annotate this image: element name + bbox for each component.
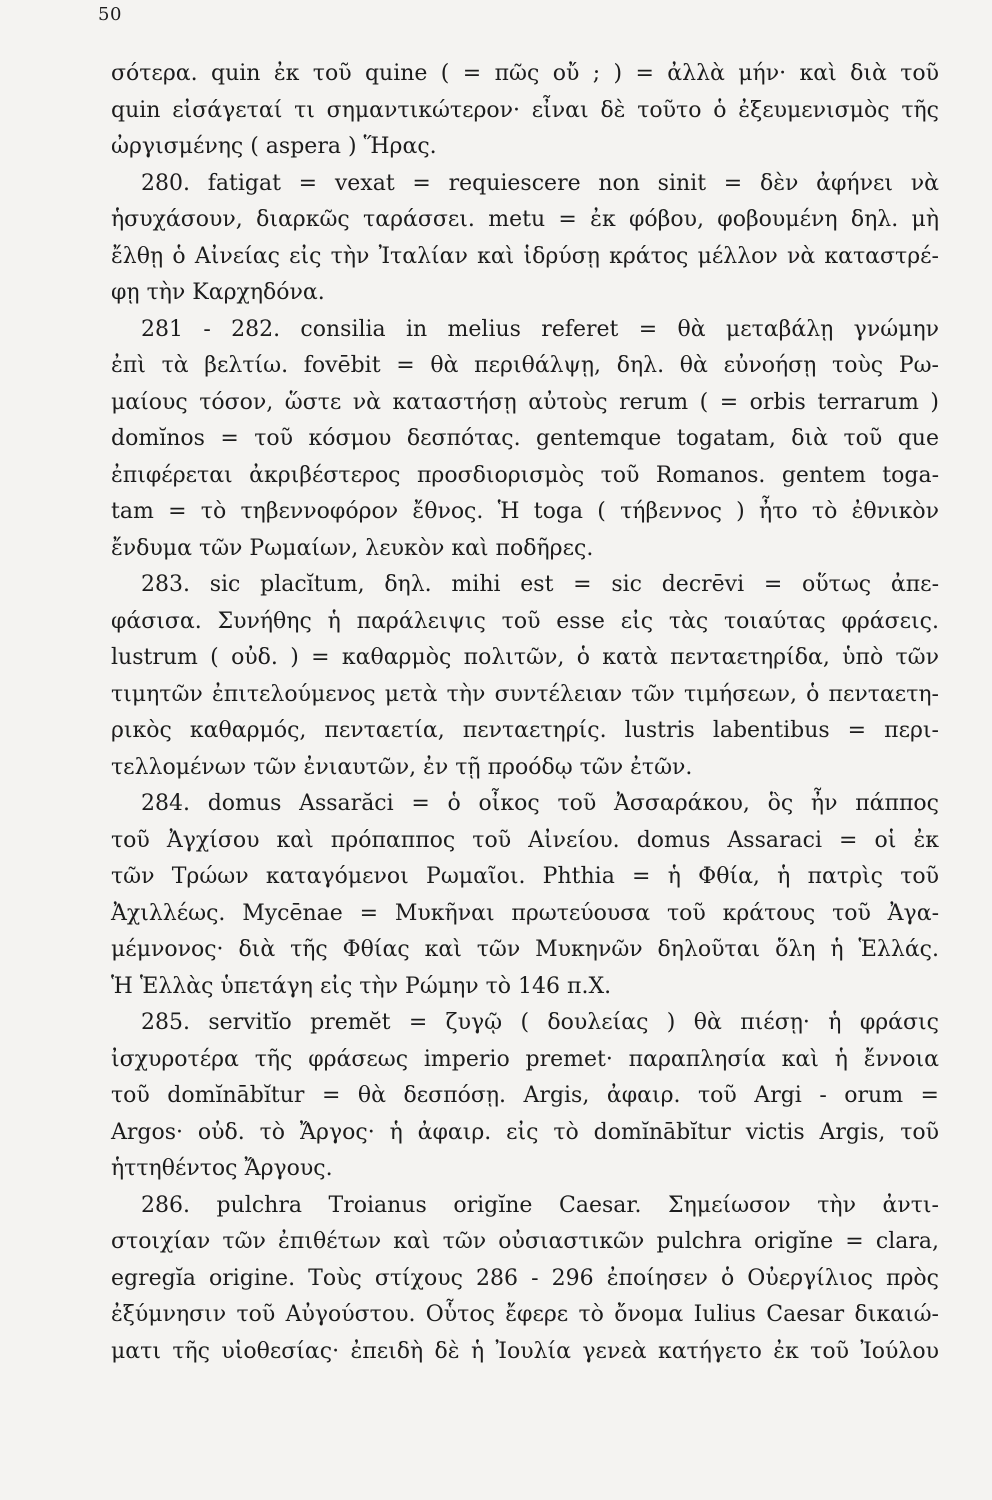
- text-line: τῶν Τρώων καταγόμενοι Ρωμαῖοι. Phthia = ἡ Φθία, ἡ πατρὶς τοῦ: [111, 864, 939, 889]
- text-line: μέμνονος· διὰ τῆς Φθίας καὶ τῶν Μυκηνῶν δηλοῦται ὅλη ἡ Ἑλλάς.: [111, 937, 939, 962]
- text-line: φάσισα. Συνήθης ἡ παράλειψις τοῦ esse εἰς τὰς τοιαύτας φράσεις.: [111, 608, 939, 634]
- text-line: Argos· οὐδ. τὸ Ἄργος· ἡ ἀφαιρ. εἰς τὸ domĭnābĭtur victis Argis, τοῦ: [111, 1119, 939, 1145]
- text-line: ἐπὶ τὰ βελτίω. fovēbit = θὰ περιθάλψῃ, δηλ. θὰ εὐνοήσῃ τοὺς Ρω-: [111, 353, 939, 378]
- text-line: ἐπιφέρεται ἀκριβέστερος προσδιορισμὸς τοῦ Romanos. gentem toga-: [111, 462, 939, 488]
- text-line: domĭnos = τοῦ κόσμου δεσπότας. gentemque togatam, διὰ τοῦ que: [111, 426, 939, 451]
- text-line: φῃ τὴν Καρχηδόνα.: [111, 280, 325, 305]
- text-line: 286. pulchra Troianus origĭne Caesar. Σημείωσον τὴν ἀντι-: [141, 1192, 939, 1218]
- text-line: ἐξύμνησιν τοῦ Αὐγούστου. Οὗτος ἔφερε τὸ ὄνομα Iulius Caesar δικαιώ-: [111, 1302, 939, 1327]
- text-line: egregĭa origine. Τοὺς στίχους 286 - 296 ἐποίησεν ὁ Οὐεργίλιος πρὸς: [111, 1265, 939, 1291]
- text-line: σότερα. quin ἐκ τοῦ quine ( = πῶς οὔ ; ) = ἀλλὰ μήν· καὶ διὰ τοῦ: [111, 61, 939, 86]
- text-line: ἡσυχάσουν, διαρκῶς ταράσσει. metu = ἐκ φόβου, φοβουμένη δηλ. μὴ: [111, 207, 939, 232]
- text-line: 281 - 282. consilia in melius referet = θὰ μεταβάλῃ γνώμην: [141, 316, 939, 342]
- text-line: τοῦ domĭnābĭtur = θὰ δεσπόσῃ. Argis, ἀφαιρ. τοῦ Argi - orum =: [111, 1083, 939, 1108]
- text-line: quin εἰσάγεταί τι σημαντικώτερον· εἶναι δὲ τοῦτο ὁ ἐξευμενισμὸς τῆς: [111, 97, 939, 123]
- text-line: Ἡ Ἑλλὰς ὑπετάγη εἰς τὴν Ρώμην τὸ 146 π.Χ.: [111, 973, 612, 999]
- text-line: 280. fatigat = vexat = requiescere non sinit = δὲν ἀφήνει νὰ: [141, 170, 939, 196]
- text-line: ἡττηθέντος Ἄργους.: [111, 1156, 333, 1181]
- text-line: 285. servitĭo premĕt = ζυγῷ ( δουλείας ) θὰ πιέσῃ· ἡ φράσις: [141, 1010, 939, 1035]
- commentary-text: [111, 56, 939, 1370]
- text-line: lustrum ( οὐδ. ) = καθαρμὸς πολιτῶν, ὁ κατὰ πενταετηρίδα, ὑπὸ τῶν: [111, 645, 939, 670]
- text-line: μαίους τόσον, ὥστε νὰ καταστήσῃ αὐτοὺς rerum ( = orbis terrarum ): [111, 389, 939, 415]
- text-line: ἰσχυροτέρα τῆς φράσεως imperio premet· παραπλησία καὶ ἡ ἔννοια: [111, 1046, 939, 1072]
- text-line: tam = τὸ τηβεννοφόρον ἔθνος. Ἡ toga ( τήβεννος ) ἦτο τὸ ἐθνικὸν: [111, 499, 939, 524]
- text-line: ἔλθῃ ὁ Αἰνείας εἰς τὴν Ἰταλίαν καὶ ἱδρύσῃ κράτος μέλλον νὰ καταστρέ-: [111, 243, 939, 269]
- text-line: Ἀχιλλέως. Mycēnae = Μυκῆναι πρωτεύουσα τοῦ κράτους τοῦ Ἀγα-: [111, 900, 939, 926]
- text-line: ὠργισμένης ( aspera ) Ἥρας.: [111, 134, 437, 159]
- text-line: τοῦ Ἀγχίσου καὶ πρόπαππος τοῦ Αἰνείου. domus Assaraci = οἱ ἐκ: [111, 827, 939, 853]
- text-line: ἔνδυμα τῶν Ρωμαίων, λευκὸν καὶ ποδῆρες.: [111, 535, 594, 561]
- page-number: 50: [98, 4, 122, 25]
- text-line: ματι τῆς υἱοθεσίας· ἐπειδὴ δὲ ἡ Ἰουλία γενεὰ κατήγετο ἐκ τοῦ Ἰούλου: [111, 1338, 939, 1364]
- text-line: στοιχίαν τῶν ἐπιθέτων καὶ τῶν οὐσιαστικῶν pulchra origĭne = clara,: [111, 1229, 939, 1254]
- text-line: 284. domus Assarăci = ὁ οἶκος τοῦ Ἀσσαράκου, ὃς ἦν πάππος: [141, 791, 939, 816]
- text-line: τελλομένων τῶν ἐνιαυτῶν, ἐν τῇ προόδῳ τῶν ἐτῶν.: [111, 754, 693, 780]
- text-line: ρικὸς καθαρμός, πενταετία, πενταετηρίς. lustris labentibus = περι-: [111, 718, 939, 743]
- text-line: τιμητῶν ἐπιτελούμενος μετὰ τὴν συντέλειαν τῶν τιμήσεων, ὁ πενταετη-: [111, 681, 939, 707]
- text-line: 283. sic placĭtum, δηλ. mihi est = sic decrēvi = οὕτως ἀπε-: [141, 572, 939, 597]
